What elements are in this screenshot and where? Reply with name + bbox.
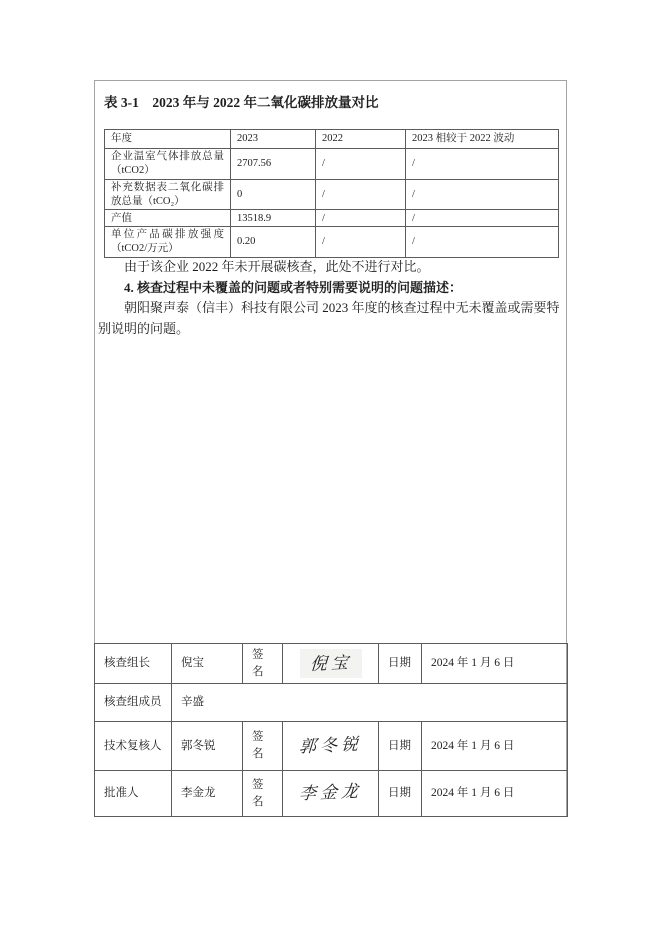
- signature-row-team-members: [95, 684, 568, 722]
- cell-change-value: /: [406, 227, 559, 258]
- column-header-2022: 2022: [316, 130, 406, 149]
- handwritten-signature: 郭冬锐: [298, 734, 363, 757]
- signature-row-approver: [95, 771, 568, 817]
- name-cell: 辛盛: [172, 684, 568, 722]
- signature-image-background: [300, 649, 362, 679]
- note-paragraph: 由于该企业 2022 年未开展碳核查，此处不进行对比。: [124, 259, 430, 274]
- role-cell: 技术复核人: [95, 722, 172, 771]
- role-cell: 核查组成员: [95, 684, 172, 722]
- signature-row-technical-reviewer: [95, 722, 568, 771]
- name-cell: 李金龙: [172, 771, 243, 817]
- date-cell: 2024 年 1 月 6 日: [422, 644, 568, 684]
- role-cell: 核查组长: [95, 644, 172, 684]
- table-row: [105, 149, 559, 180]
- table-row: [105, 227, 559, 258]
- date-label-cell: 日期: [379, 722, 422, 771]
- body-paragraph: 朝阳聚声泰（信丰）科技有限公司 2023 年度的核查过程中无未覆盖或需要特别说明的问题。: [98, 300, 560, 336]
- section-heading: 4. 核查过程中未覆盖的问题或者特别需要说明的问题描述：: [124, 279, 463, 295]
- cell-2023-value: 0.20: [231, 227, 316, 258]
- table-row: [105, 210, 559, 227]
- cell-2023-value: 0: [231, 179, 316, 210]
- cell-2022-value: /: [316, 179, 406, 210]
- sign-label-cell: 签名: [243, 644, 283, 684]
- name-cell: 郭冬锐: [172, 722, 243, 771]
- cell-change-value: /: [406, 149, 559, 180]
- table-header-row: [105, 130, 559, 149]
- date-label-cell: 日期: [379, 771, 422, 817]
- column-header-change: 2023 相较于 2022 波动: [406, 130, 559, 149]
- cell-2022-value: /: [316, 227, 406, 258]
- sign-label-cell: 签名: [243, 771, 283, 817]
- row-label: 企业温室气体排放总量（tCO2）: [105, 149, 231, 180]
- table-row: [105, 179, 559, 210]
- cell-2022-value: /: [316, 210, 406, 227]
- cell-2022-value: /: [316, 149, 406, 180]
- signature-cell: [283, 722, 379, 771]
- column-header-year: 年度: [105, 130, 231, 149]
- cell-change-value: /: [406, 210, 559, 227]
- date-label-cell: 日期: [379, 644, 422, 684]
- role-cell: 批准人: [95, 771, 172, 817]
- row-label: 单位产品碳排放强度（tCO2/万元）: [105, 227, 231, 258]
- row-label: 产值: [105, 210, 231, 227]
- date-cell: 2024 年 1 月 6 日: [422, 771, 568, 817]
- emissions-comparison-table: [104, 129, 559, 258]
- signature-table: [94, 643, 568, 817]
- table-caption: 表 3-1 2023 年与 2022 年二氧化碳排放量对比: [104, 95, 379, 110]
- signature-row-team-leader: [95, 644, 568, 684]
- signature-cell: [283, 771, 379, 817]
- cell-2023-value: 2707.56: [231, 149, 316, 180]
- signature-cell: [283, 644, 379, 684]
- name-cell: 倪宝: [172, 644, 243, 684]
- handwritten-signature: 倪宝: [308, 652, 353, 674]
- row-label: 补充数据表二氧化碳排放总量（tCO₂）: [105, 179, 231, 210]
- cell-2023-value: 13518.9: [231, 210, 316, 227]
- column-header-2023: 2023: [231, 130, 316, 149]
- date-cell: 2024 年 1 月 6 日: [422, 722, 568, 771]
- body-text-block: [98, 257, 560, 339]
- cell-change-value: /: [406, 179, 559, 210]
- sign-label-cell: 签名: [243, 722, 283, 771]
- handwritten-signature: 李金龙: [298, 781, 363, 804]
